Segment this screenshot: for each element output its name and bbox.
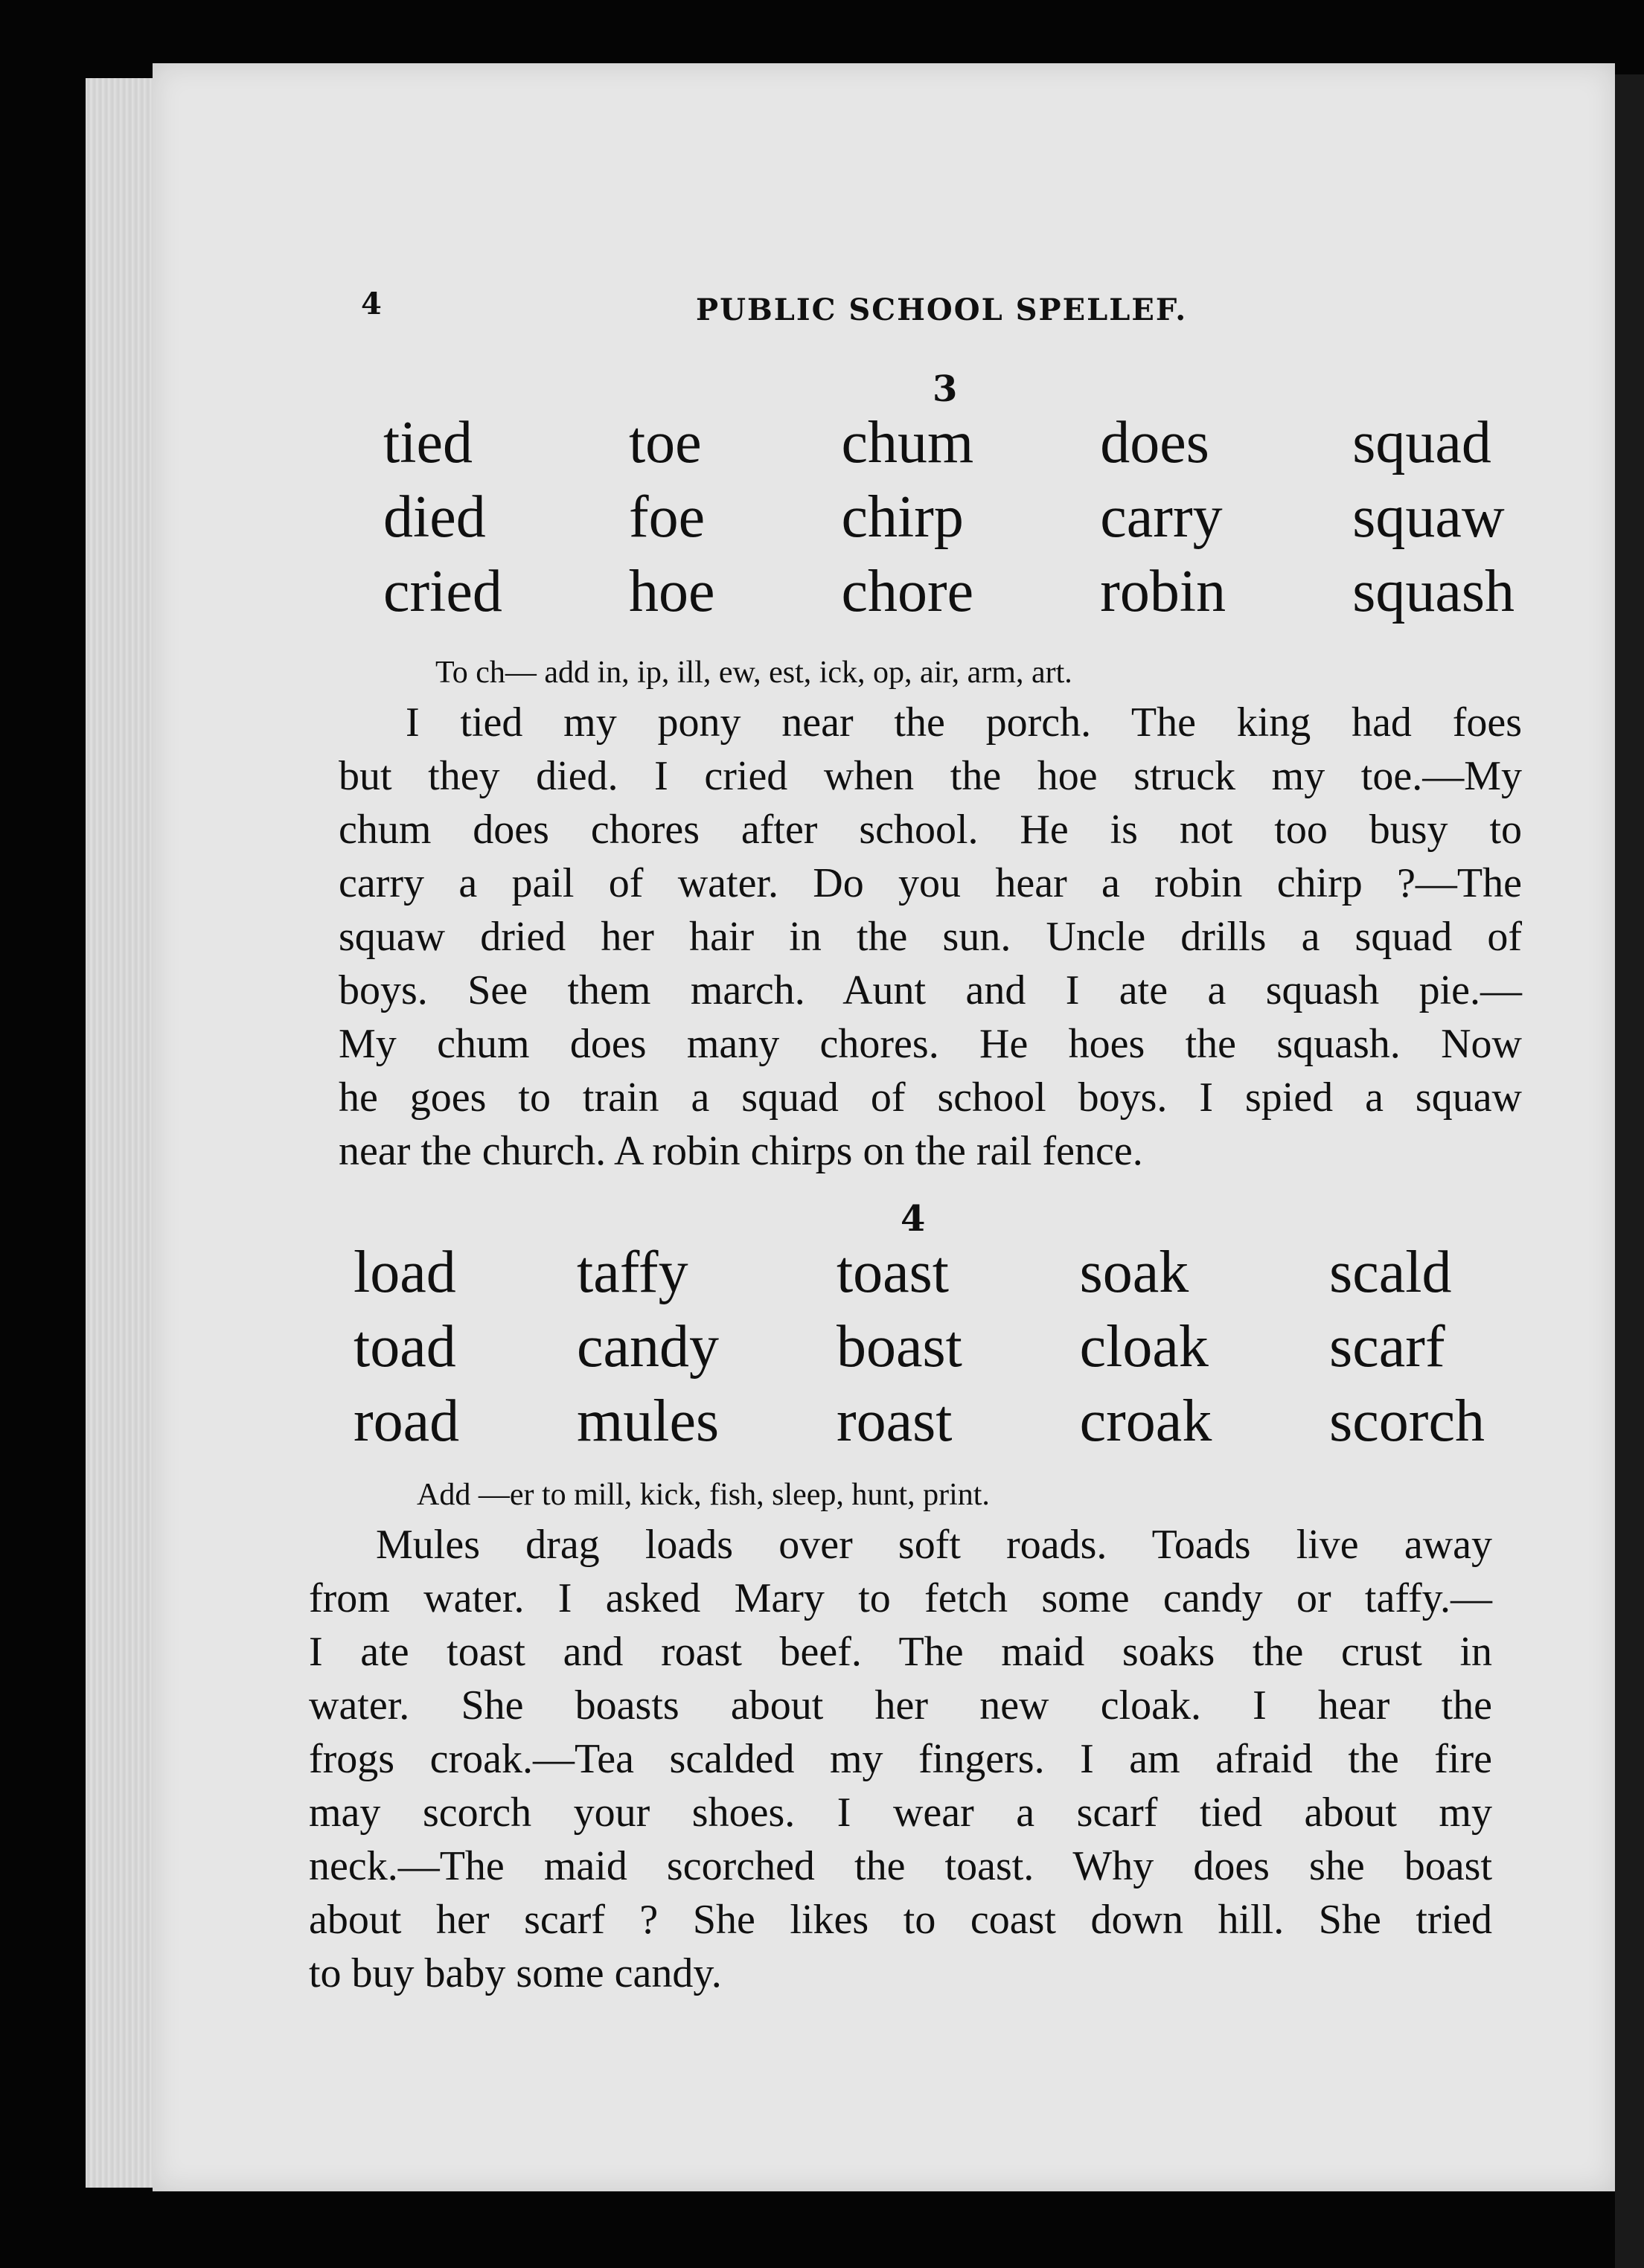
- spelling-word: candy: [577, 1314, 720, 1380]
- spelling-word: toast: [836, 1240, 950, 1305]
- passage-line: he goes to train a squad of school boys. I spied a squaw: [339, 1074, 1522, 1121]
- spelling-word: chore: [841, 559, 974, 624]
- spelling-word: toe: [628, 410, 702, 475]
- passage-line: from water. I asked Mary to fetch some candy or taffy.—: [309, 1575, 1492, 1621]
- spelling-word: soak: [1079, 1240, 1189, 1305]
- word-column: [837, 1235, 962, 1458]
- spelling-word: squaw: [1352, 484, 1505, 550]
- word-column: [1352, 406, 1515, 629]
- passage-line: I ate toast and roast beef. The maid soaks the crust in: [309, 1629, 1492, 1675]
- spelling-word-grid: [383, 406, 1515, 629]
- running-title: PUBLIC SCHOOL SPELLEF.: [696, 292, 1188, 327]
- lesson-instruction: Add —er to mill, kick, fish, sleep, hunt, print.: [417, 1478, 990, 1512]
- passage-line: Mules drag loads over soft roads. Toads live away: [376, 1522, 1492, 1568]
- spelling-word: scorch: [1329, 1388, 1485, 1454]
- passage-line: frogs croak.—Tea scalded my fingers. I am afraid the fire: [309, 1736, 1492, 1782]
- spelling-word: cried: [383, 559, 502, 624]
- page-content: [153, 63, 1615, 2191]
- word-column: [1329, 1235, 1485, 1458]
- page-stack-edge: [86, 78, 156, 2188]
- lesson-number: 3: [933, 368, 958, 410]
- spelling-word: mules: [577, 1388, 720, 1454]
- word-column: [1100, 406, 1226, 629]
- lesson-instruction: To ch— add in, ip, ill, ew, est, ick, op, air, arm, art.: [435, 656, 1072, 690]
- spelling-word: carry: [1100, 484, 1223, 550]
- word-column: [577, 1235, 719, 1458]
- spelling-word: squash: [1352, 559, 1515, 624]
- spelling-word: died: [383, 484, 486, 550]
- passage-line: carry a pail of water. Do you hear a robin chirp ?—The: [339, 860, 1522, 906]
- passage-line: but they died. I cried when the hoe struck my toe.—My: [339, 753, 1522, 799]
- spelling-word: boast: [836, 1314, 962, 1380]
- passage-line: boys. See them march. Aunt and I ate a squash pie.—: [339, 967, 1522, 1013]
- spelling-word: foe: [628, 484, 706, 550]
- word-column: [354, 1235, 459, 1458]
- passage-line: near the church. A robin chirps on the rail fence.: [339, 1128, 1143, 1174]
- word-column: [842, 406, 974, 629]
- passage-line: My chum does many chores. He hoes the squash. Now: [339, 1021, 1522, 1067]
- page-number: 4: [361, 286, 382, 321]
- passage-line: squaw dried her hair in the sun. Uncle drills a squad of: [339, 914, 1522, 960]
- spelling-word: does: [1100, 410, 1209, 475]
- passage-line: I tied my pony near the porch. The king had foes: [406, 699, 1522, 746]
- spelling-word: croak: [1079, 1388, 1212, 1454]
- spelling-word: roast: [836, 1388, 953, 1454]
- word-column: [383, 406, 502, 629]
- spelling-word: load: [354, 1240, 456, 1305]
- passage-line: to buy baby some candy.: [309, 1950, 722, 1996]
- word-column: [1080, 1235, 1212, 1458]
- passage-line: water. She boasts about her new cloak. I hear the: [309, 1682, 1492, 1729]
- spelling-word-grid: [354, 1235, 1485, 1458]
- spelling-word: tied: [383, 410, 473, 475]
- passage-line: neck.—The maid scorched the toast. Why does she boast: [309, 1843, 1492, 1889]
- page-header: [153, 286, 1615, 331]
- word-column: [629, 406, 715, 629]
- spelling-word: cloak: [1079, 1314, 1209, 1380]
- lesson-number: 4: [901, 1198, 926, 1240]
- passage-line: about her scarf ? She likes to coast down hill. She tried: [309, 1897, 1492, 1943]
- spelling-word: scald: [1329, 1240, 1452, 1305]
- lesson-passage: [309, 1518, 1492, 2000]
- spelling-word: squad: [1352, 410, 1491, 475]
- spelling-word: toad: [354, 1314, 456, 1380]
- spelling-word: taffy: [577, 1240, 688, 1305]
- spelling-word: hoe: [628, 559, 715, 624]
- spelling-word: robin: [1100, 559, 1226, 624]
- spelling-word: scarf: [1329, 1314, 1445, 1380]
- passage-line: chum does chores after school. He is not too busy to: [339, 807, 1522, 853]
- spelling-word: chirp: [841, 484, 964, 550]
- book-page: [153, 63, 1615, 2191]
- spelling-word: chum: [841, 410, 974, 475]
- lesson-passage: [339, 696, 1522, 1178]
- book-spine-shadow: [1615, 74, 1644, 2268]
- spelling-word: road: [354, 1388, 460, 1454]
- passage-line: may scorch your shoes. I wear a scarf tied about my: [309, 1790, 1492, 1836]
